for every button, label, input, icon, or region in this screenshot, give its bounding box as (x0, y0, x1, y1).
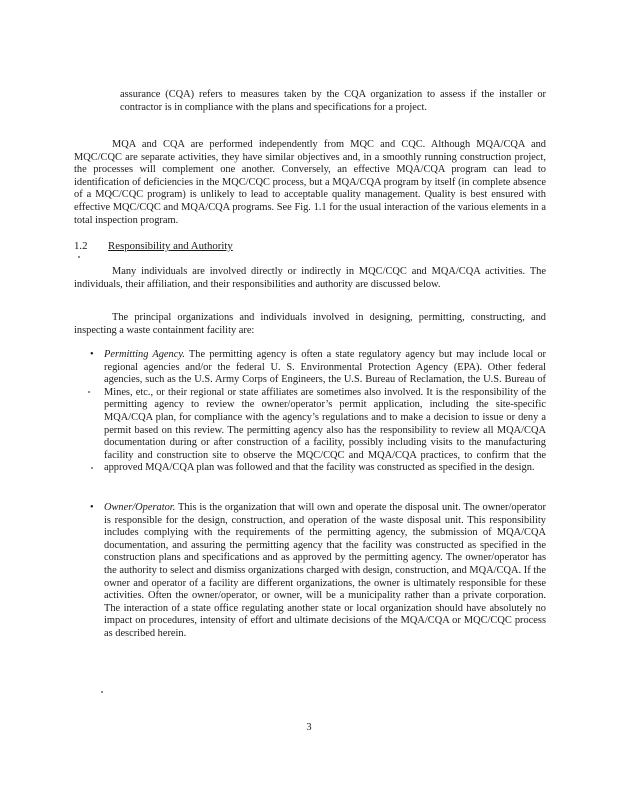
paragraph-principal-organizations: The principal organizations and individuals involved in designing, permitting, constructing, and inspecting a waste containment facility are: (74, 312, 546, 336)
section-title: Responsibility and Authority (108, 240, 233, 252)
paragraph-continuation: assurance (CQA) refers to measures taken by the CQA organization to assess if the installer or contractor is in compliance with the plans and specifications for a project. (120, 89, 546, 113)
term-owner-operator: Owner/Operator. (104, 502, 176, 513)
scan-speck (88, 391, 90, 393)
scan-speck (101, 691, 103, 693)
organization-list-continued (90, 502, 546, 641)
organization-list (90, 349, 546, 475)
description-permitting-agency: The permitting agency is often a state regulatory agency but may include local or regional agencies and/or the federal U. S. Environmental Protection Agency (EPA). Other federal agencies, such as the U.S. Army Corps of Engineers, the U.S. Bureau of Reclamation, the U.S. Bureau of Mines, etc., or their regional or state affiliates are sometimes also involved. It is the responsibility of the permitting agency to review the owner/operator’s permit application, including the site-specific MQA/CQA plan, for compliance with the agency’s regulations and to make a decision to issue or deny a permit based on this review. The permitting agency also has the responsibility to review all MQA/CQA documentation during or after construction of a facility, possibly including visits to the manufacturing facility and construction site to observe the MQC/CQC and MQA/CQA practices, to confirm that the approved MQA/CQA plan was followed and that the facility was constructed as specified in the design. (104, 349, 546, 474)
list-item-permitting-agency (90, 349, 546, 475)
scan-speck (78, 256, 80, 258)
section-number: 1.2 (74, 240, 88, 252)
term-permitting-agency: Permitting Agency. (104, 349, 185, 360)
page-number: 3 (306, 722, 312, 733)
section-heading (74, 240, 233, 253)
bullet-icon: • (90, 502, 94, 513)
list-item-owner-operator (90, 502, 546, 641)
bullet-icon: • (90, 349, 94, 360)
scan-speck (91, 467, 93, 469)
paragraph-individuals: Many individuals are involved directly or indirectly in MQC/CQC and MQA/CQA activities. The individuals, their affiliation, and their responsibilities and authority are discussed below. (74, 266, 546, 290)
paragraph-mqa-cqa: MQA and CQA are performed independently from MQC and CQC. Although MQA/CQA and MQC/CQC are separate activities, they have similar objectives and, in a smoothly running construction project, the processes will complement one another. Conversely, an effective MQA/CQA program can lead to identification of deficiencies in the MQC/CQC process, but a MQA/CQA program by itself (in complete absence of a MQC/CQC program) is unlikely to lead to acceptable quality management. Quality is best ensured with effective MQC/CQC and MQA/CQA programs. See Fig. 1.1 for the usual interaction of the various elements in a total inspection program. (74, 139, 546, 226)
description-owner-operator: This is the organization that will own and operate the disposal unit. The owner/operator is responsible for the design, construction, and operation of the waste disposal unit. This responsibility includes complying with the requirements of the permitting agency, the submission of MQA/CQA documentation, and assuring the permitting agency that the facility was constructed as specified in the construction plans and specifications and as approved by the permitting agency. The owner/operator has the authority to select and dismiss organizations charged with design, construction, and MQA/CQA. If the owner and operator of a facility are different organizations, the owner is ultimately responsible for these activities. Often the owner/operator, or owner, will be a municipality rather than a private corporation. The interaction of a state office regulating another state or local organization should have absolutely no impact on procedures, intensity of effort and ultimate decisions of the MQA/CQA or MQC/CQC process as described herein. (104, 502, 546, 639)
